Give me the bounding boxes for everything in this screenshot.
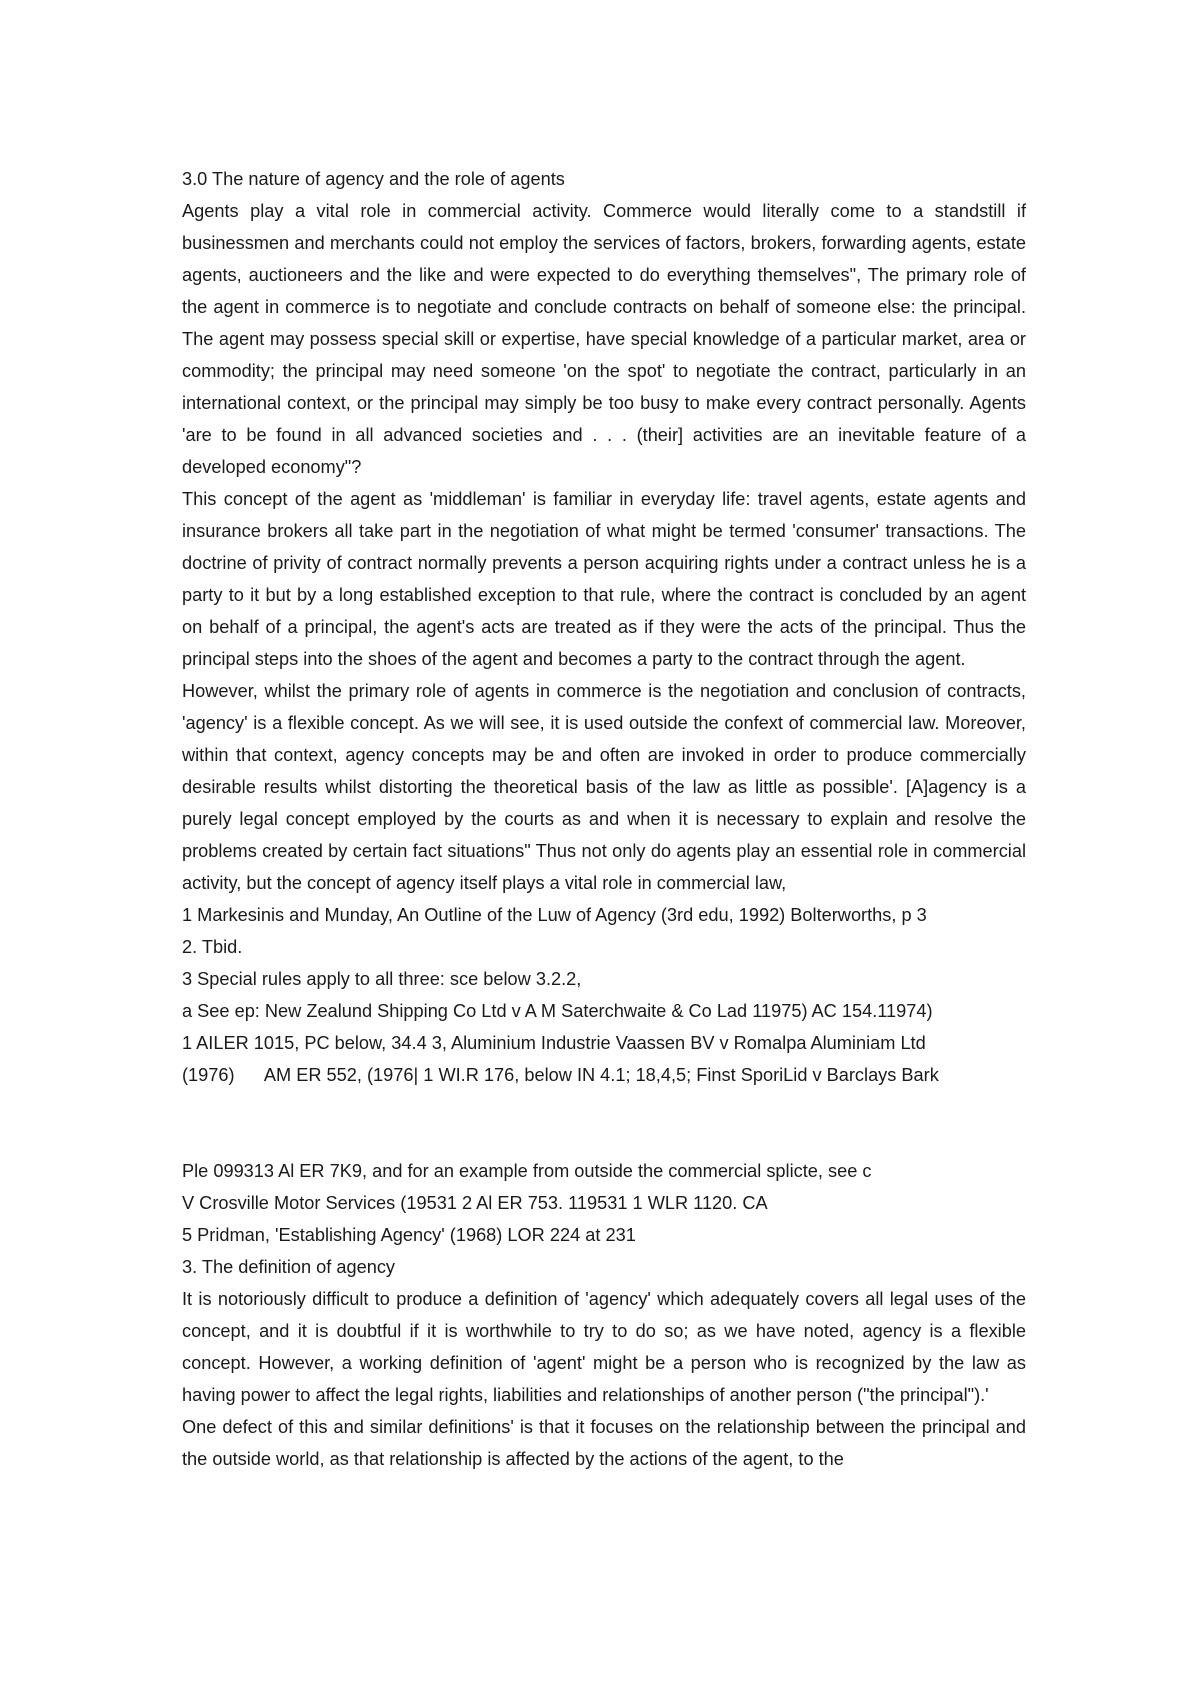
document-body: [182, 163, 1026, 1475]
footnote-8: 5 Pridman, 'Establishing Agency' (1968) LOR 224 at 231: [182, 1225, 636, 1245]
paragraph-definition: It is notoriously difficult to produce a definition of 'agency' which adequately covers all legal uses of the concept, and it is doubtful if it is worthwhile to try to do so; as we have noted, agency is a flexible concept. However, a working definition of 'agent' might be a person who is recognized by the law as having power to affect the legal rights, liabilities and relationships of another person ("the principal").': [182, 1289, 1026, 1405]
section-gap: [182, 1091, 1026, 1155]
footnote-6: Ple 099313 Al ER 7K9, and for an example from outside the commercial splicte, see c: [182, 1161, 872, 1181]
footnote-1: 1 Markesinis and Munday, An Outline of the Luw of Agency (3rd edu, 1992) Bolterworths, p 3: [182, 905, 927, 925]
section-heading-nature-of-agency: 3.0 The nature of agency and the role of agents: [182, 169, 565, 189]
footnote-5: 1 AILER 1015, PC below, 34.4 3, Aluminium Industrie Vaassen BV v Romalpa Aluminiam Ltd: [182, 1033, 926, 1053]
footnote-2: 2. Tbid.: [182, 937, 243, 957]
paragraph-flexible-concept: However, whilst the primary role of agents in commerce is the negotiation and conclusion of contracts, 'agency' is a flexible concept. As we will see, it is used outside the confext of commercial law. Moreover, within that context, agency concepts may be and often are invoked in order to produce commercially desirable results whilst distorting the theoretical basis of the law as little as possible'. [A]agency is a purely legal concept employed by the courts as and when it is necessary to explain and resolve the problems created by certain fact situations" Thus not only do agents play an essential role in commercial activity, but the concept of agency itself plays a vital role in commercial law,: [182, 681, 1026, 893]
footnote-hanging-line: (1976) AM ER 552, (1976| 1 WI.R 176, below IN 4.1; 18,4,5; Finst SporiLid v Barclays Bark: [182, 1065, 939, 1085]
footnote-4: a See ep: New Zealund Shipping Co Ltd v A M Saterchwaite & Co Lad 11975) AC 154.11974): [182, 1001, 933, 1021]
footnote-7: V Crosville Motor Services (19531 2 Al ER 753. 119531 1 WLR 1120. CA: [182, 1193, 768, 1213]
section-heading-definition-of-agency: 3. The definition of agency: [182, 1257, 396, 1277]
paragraph-definition-defect: One defect of this and similar definitions' is that it focuses on the relationship between the principal and the outside world, as that relationship is affected by the actions of the agent, to the: [182, 1417, 1026, 1469]
footnote-3: 3 Special rules apply to all three: sce below 3.2.2,: [182, 969, 582, 989]
paragraph-role-of-agents: Agents play a vital role in commercial activity. Commerce would literally come to a standstill if businessmen and merchants could not employ the services of factors, brokers, forwarding agents, estate agents, auctioneers and the like and were expected to do everything themselves", The primary role of the agent in commerce is to negotiate and conclude contracts on behalf of someone else: the principal. The agent may possess special skill or expertise, have special knowledge of a particular market, area or commodity; the principal may need someone 'on the spot' to negotiate the contract, particularly in an international context, or the principal may simply be too busy to make every contract personally. Agents 'are to be found in all advanced societies and . . . (their] activities are an inevitable feature of a developed economy"?: [182, 201, 1026, 477]
paragraph-middleman-concept: This concept of the agent as 'middleman' is familiar in everyday life: travel agents, estate agents and insurance brokers all take part in the negotiation of what might be termed 'consumer' transactions. The doctrine of privity of contract normally prevents a person acquiring rights under a contract unless he is a party to it but by a long established exception to that rule, where the contract is concluded by an agent on behalf of a principal, the agent's acts are treated as if they were the acts of the principal. Thus the principal steps into the shoes of the agent and becomes a party to the contract through the agent.: [182, 489, 1026, 669]
